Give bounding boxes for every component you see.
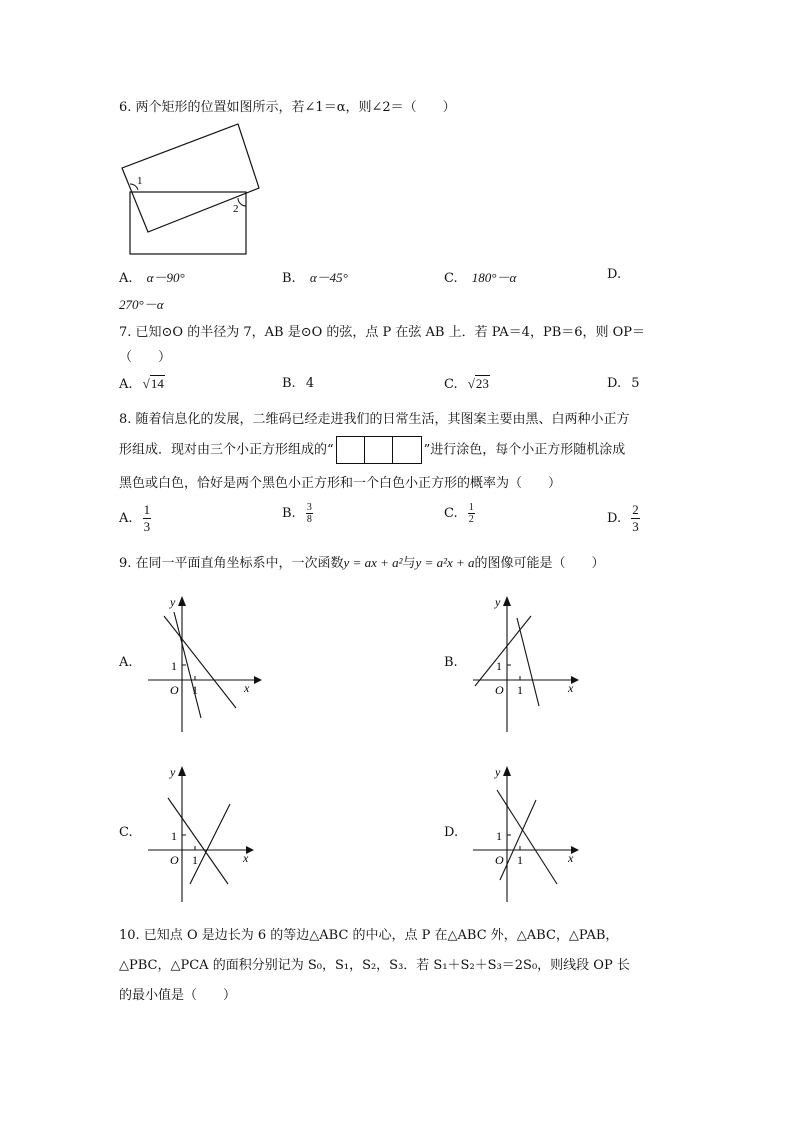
q9-graph-c-line1 xyxy=(168,798,228,884)
q9-graph-c-x-label: x xyxy=(243,851,249,865)
q8-option-a-label: A. xyxy=(119,511,133,526)
q9-graph-d-y-arrow xyxy=(503,766,511,776)
q8-option-d-label: D. xyxy=(607,511,622,526)
q6-option-b-value: α－45° xyxy=(309,270,348,285)
q8-option-c-num: 1 xyxy=(468,502,474,513)
q9-graph-a-origin-label: O xyxy=(170,683,179,697)
q9-graph-b-x1-label: 1 xyxy=(517,683,523,697)
q6-option-c[interactable] xyxy=(444,267,516,286)
q7-option-b-value: 4 xyxy=(305,376,315,391)
q9-graph-a-x1-label: 1 xyxy=(192,683,198,697)
q8-option-c[interactable] xyxy=(444,502,475,525)
q9-graph-d-x-label: x xyxy=(568,851,574,865)
q10-line2: △PBC，△PCA 的面积分别记为 S₀，S₁，S₂，S₃．若 S₁＋S₂＋S₃＝2S₀，则线段 OP 长 xyxy=(119,958,630,973)
q8-option-c-den: 2 xyxy=(468,514,474,525)
q9-graph-a[interactable] xyxy=(140,590,270,738)
q9-graph-c-origin-label: O xyxy=(170,853,179,867)
q9-option-b-label[interactable]: B. xyxy=(444,655,458,670)
q7-option-c[interactable] xyxy=(444,376,490,392)
q9-option-a-label[interactable]: A. xyxy=(119,655,133,670)
q8-option-a-num: 1 xyxy=(143,502,151,517)
q10-line1: 10. 已知点 O 是边长为 6 的等边△ABC 的中心，点 P 在△ABC 外，△ABC，△PAB， xyxy=(119,928,619,943)
q9-graph-d-y1-label: 1 xyxy=(496,829,502,843)
q7-option-b-label: B. xyxy=(282,376,296,391)
q8-line2-after: ”进行涂色，每个小正方形随机涂成 xyxy=(423,442,626,458)
q6-angle2-arc xyxy=(238,198,246,206)
q8-option-b-den: 8 xyxy=(306,514,312,525)
q7-option-d[interactable] xyxy=(607,376,640,391)
q8-line2 xyxy=(119,436,625,464)
q9-graph-a-y1-label: 1 xyxy=(171,659,177,673)
q9-stem-after: 的图像可能是（ ） xyxy=(474,556,605,571)
q9-graph-b[interactable] xyxy=(465,590,595,738)
q9-graph-b-y1-label: 1 xyxy=(496,659,502,673)
q6-angle2-label: 2 xyxy=(233,203,239,215)
q9-graph-a-x-arrow xyxy=(254,676,262,684)
q9-graph-d[interactable] xyxy=(465,760,595,908)
q9-graph-c-y-label: y xyxy=(170,765,176,779)
q8-line1: 8. 随着信息化的发展，二维码已经走进我们的日常生活，其图案主要由黑、白两种小正方 xyxy=(119,412,630,427)
q9-graph-d-x1-label: 1 xyxy=(517,853,523,867)
q9-graph-c-line2 xyxy=(190,804,230,884)
q8-option-d-den: 3 xyxy=(632,519,639,534)
q6-option-b[interactable] xyxy=(282,267,348,286)
q8-option-b[interactable] xyxy=(282,502,313,525)
q6-lower-rectangle xyxy=(130,192,246,254)
q9-graph-b-x-label: x xyxy=(568,681,574,695)
q9-graph-b-y-arrow xyxy=(503,596,511,606)
q8-option-a-den: 3 xyxy=(143,519,151,534)
q6-option-c-value: 180°－α xyxy=(471,270,517,285)
q8-option-b-num: 3 xyxy=(306,502,312,513)
q9-graph-d-origin-label: O xyxy=(495,853,504,867)
q10-line3: 的最小值是（ ） xyxy=(119,988,237,1003)
q9-stem-before: 9. 在同一平面直角坐标系中，一次函数 xyxy=(119,556,344,571)
q7-option-a-label: A. xyxy=(119,377,133,392)
q9-graph-a-y-label: y xyxy=(170,595,176,609)
q6-tilted-rectangle xyxy=(122,124,259,232)
q8-option-d-fraction xyxy=(631,502,640,535)
q6-option-d-value: 270°－α xyxy=(119,297,164,312)
q9-option-d-label[interactable]: D. xyxy=(444,825,459,840)
q6-option-c-label: C. xyxy=(444,271,458,286)
q7-stem-line2: （ ） xyxy=(119,350,172,365)
q9-func1: y = ax + a² xyxy=(343,555,403,570)
q9-graph-d-y-label: y xyxy=(495,765,501,779)
q7-stem-line1: 7. 已知⊙O 的半径为 7，AB 是⊙O 的弦，点 P 在弦 AB 上．若 PA＝4，PB＝6，则 OP＝ xyxy=(119,325,646,340)
q9-graph-c-y-arrow xyxy=(178,766,186,776)
q8-option-a-fraction xyxy=(143,502,152,535)
q9-graph-d-line2 xyxy=(500,800,536,880)
q7-option-c-label: C. xyxy=(444,377,458,392)
q7-option-c-radicand: 23 xyxy=(475,376,489,391)
q6-stem: 6. 两个矩形的位置如图所示，若∠1＝α，则∠2＝（ ） xyxy=(119,100,456,115)
q7-option-b[interactable] xyxy=(282,376,314,391)
q6-option-b-label: B. xyxy=(282,271,296,286)
q9-graph-a-y-arrow xyxy=(178,596,186,606)
q8-line3: 黑色或白色，恰好是两个黑色小正方形和一个白色小正方形的概率为（ ） xyxy=(119,476,562,491)
q9-graph-c[interactable] xyxy=(140,760,270,908)
q7-option-c-sqrt: √23 xyxy=(467,376,489,391)
q8-option-d-num: 2 xyxy=(632,502,639,517)
q8-option-b-fraction xyxy=(306,502,313,525)
q9-graph-b-line1 xyxy=(475,616,531,686)
q9-graph-d-line1 xyxy=(497,790,557,884)
q9-mid: 与 xyxy=(402,556,416,571)
q9-graph-a-line2 xyxy=(174,612,201,718)
q9-graph-c-x1-label: 1 xyxy=(192,853,198,867)
q8-option-c-fraction xyxy=(468,502,475,525)
q9-graph-c-y1-label: 1 xyxy=(171,829,177,843)
q7-option-d-value: 5 xyxy=(631,376,640,391)
q9-stem xyxy=(119,552,605,571)
q7-option-d-label: D. xyxy=(607,376,622,391)
q9-graph-b-y-label: y xyxy=(495,595,501,609)
q8-option-a[interactable] xyxy=(119,502,151,535)
q9-func2: y = a²x + a xyxy=(415,555,475,570)
q9-option-c-label[interactable]: C. xyxy=(119,825,133,840)
q6-option-a-label: A. xyxy=(119,271,133,286)
q7-option-a-radicand: 14 xyxy=(150,376,164,391)
q9-graph-b-origin-label: O xyxy=(495,683,504,697)
q8-three-squares xyxy=(336,436,422,464)
q8-option-c-label: C. xyxy=(444,506,458,521)
q8-line2-before: 形组成．现对由三个小正方形组成的“ xyxy=(119,442,334,458)
q8-option-b-label: B. xyxy=(282,506,296,521)
q6-angle1-label: 1 xyxy=(137,175,143,187)
q7-option-a-sqrt: √14 xyxy=(142,376,164,391)
q6-option-a[interactable] xyxy=(119,267,185,286)
q6-option-a-value: α－90° xyxy=(146,270,185,285)
q9-graph-a-x-label: x xyxy=(244,681,250,695)
q6-rectangles-figure xyxy=(110,118,270,260)
q6-option-d-label[interactable]: D. xyxy=(607,267,622,282)
q7-option-a[interactable] xyxy=(119,376,165,392)
q8-option-d[interactable] xyxy=(607,502,640,535)
